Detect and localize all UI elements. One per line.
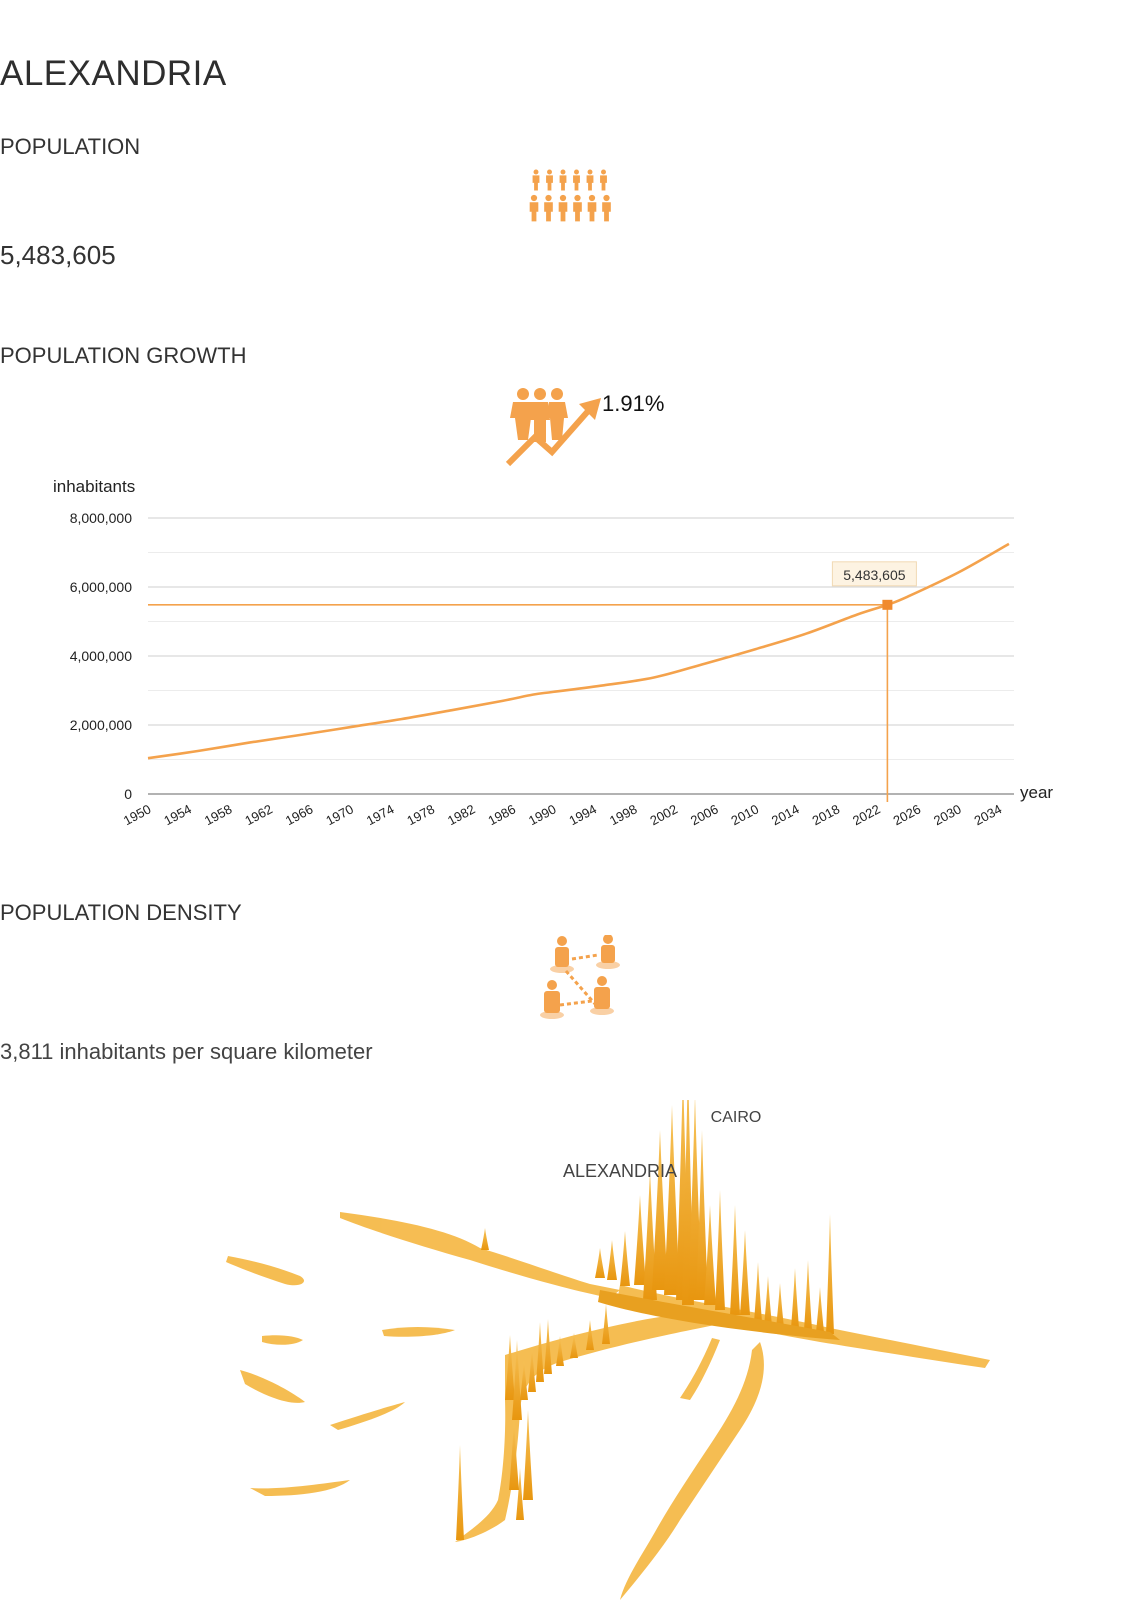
x-tick-label: 1958: [201, 801, 235, 829]
x-tick-label: 1990: [525, 801, 559, 829]
density-spike: [816, 1287, 824, 1332]
density-spike: [804, 1260, 812, 1330]
density-spike: [595, 1248, 605, 1278]
map-label-cairo: CAIRO: [710, 1109, 762, 1126]
density-spike: [607, 1240, 617, 1280]
x-tick-label: 1962: [242, 801, 275, 829]
x-tick-label: 2034: [971, 801, 1005, 829]
density-spike: [776, 1283, 784, 1328]
density-spike: [730, 1205, 740, 1315]
density-spike: [754, 1262, 762, 1322]
density-spike: [826, 1214, 834, 1334]
density-spike: [791, 1268, 799, 1328]
x-tick-label: 2026: [890, 801, 924, 829]
density-spike: [740, 1230, 750, 1315]
growth-arrow-icon: [505, 386, 605, 468]
page-title: ALEXANDRIA: [0, 54, 227, 93]
x-tick-label: 2002: [647, 801, 681, 829]
density-value: 3,811 inhabitants per square kilometer: [0, 1039, 373, 1064]
people-group-icon: [528, 168, 612, 228]
x-tick-label: 1982: [444, 801, 478, 829]
x-tick-label: 2006: [688, 801, 721, 829]
population-density-3d-map: [0, 1100, 1147, 1622]
x-tick-label: 1950: [120, 801, 154, 829]
y-tick-label: 2,000,000: [69, 717, 132, 733]
x-tick-label: 2030: [931, 801, 964, 829]
x-tick-label: 1966: [282, 801, 316, 829]
density-spike: [620, 1231, 630, 1286]
density-network-icon: [538, 935, 628, 1025]
x-tick-label: 1974: [363, 801, 397, 829]
x-tick-label: 2014: [769, 801, 802, 829]
population-value: 5,483,605: [0, 240, 116, 270]
x-tick-label: 1986: [485, 801, 519, 829]
x-tick-label: 1978: [404, 801, 438, 829]
y-tick-label: 4,000,000: [69, 648, 132, 664]
growth-value: 1.91%: [602, 391, 665, 416]
y-tick-label: 8,000,000: [69, 510, 132, 526]
highlight-label: 5,483,605: [843, 566, 906, 583]
x-tick-label: 2018: [809, 801, 843, 829]
y-axis-label: inhabitants: [53, 477, 136, 496]
density-spike: [634, 1195, 646, 1285]
population-heading: POPULATION: [0, 134, 141, 159]
highlight-marker[interactable]: [882, 600, 892, 610]
population-line-chart: [0, 470, 1147, 870]
x-tick-label: 1994: [566, 801, 600, 829]
map-label-alexandria: ALEXANDRIA: [562, 1161, 678, 1181]
x-tick-label: 1998: [607, 801, 640, 829]
x-tick-label: 1970: [323, 801, 356, 829]
x-tick-label: 2010: [728, 801, 762, 829]
x-tick-label: 1954: [161, 801, 194, 829]
density-spike: [715, 1190, 725, 1310]
density-spike: [456, 1445, 464, 1540]
density-heading: POPULATION DENSITY: [0, 900, 242, 925]
density-spike: [764, 1276, 772, 1326]
density-spike: [602, 1304, 610, 1344]
density-spike: [481, 1228, 489, 1250]
y-tick-label: 0: [124, 786, 132, 802]
x-axis-label: year: [1020, 783, 1054, 802]
density-spike: [523, 1410, 533, 1500]
growth-heading: POPULATION GROWTH: [0, 343, 247, 368]
y-tick-label: 6,000,000: [69, 579, 132, 595]
x-tick-label: 2022: [850, 801, 883, 829]
